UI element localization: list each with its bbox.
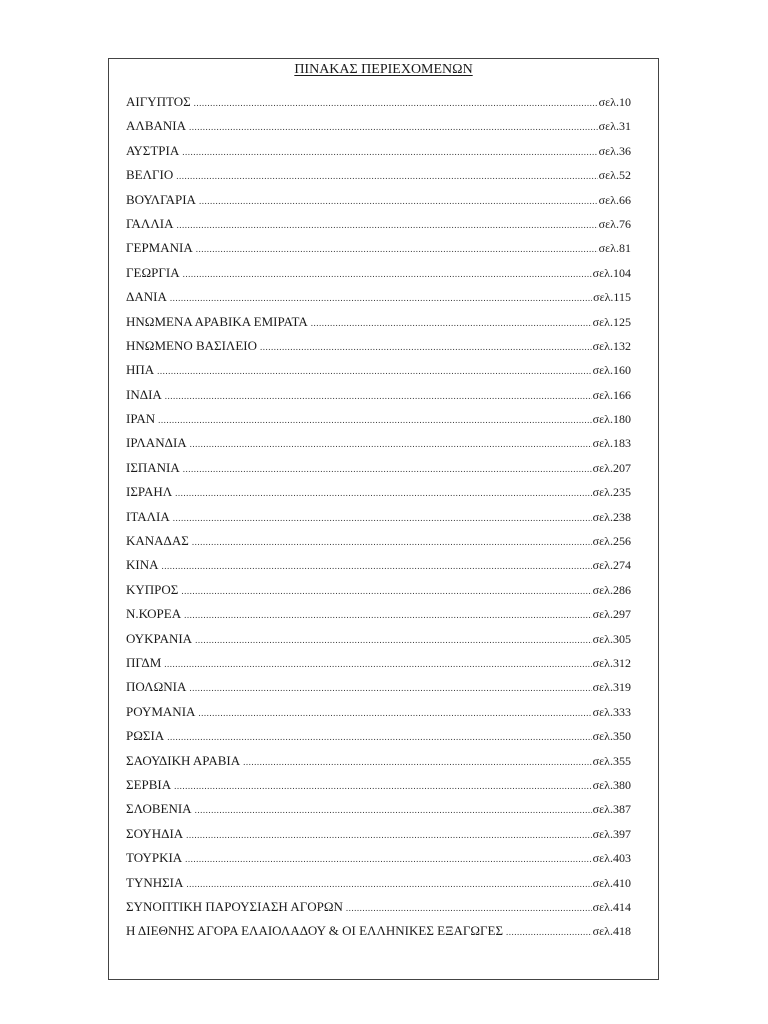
toc-entry-page-number: σελ.387	[592, 802, 631, 817]
dot-leader	[162, 561, 592, 571]
toc-entry[interactable]	[126, 192, 631, 216]
toc-entry-label: ΙΣΠΑΝΙΑ	[126, 459, 180, 475]
toc-entry-page-number: σελ.52	[598, 168, 631, 183]
toc-entry-page-number: σελ.312	[592, 655, 631, 670]
toc-entry-page-number: σελ.333	[592, 704, 631, 719]
toc-entry-page-number: σελ.403	[592, 851, 631, 866]
toc-entry-page-number: σελ.132	[592, 338, 631, 353]
toc-entry-label: ΣΑΟΥΔΙΚΗ ΑΡΑΒΙΑ	[126, 752, 241, 768]
toc-entry[interactable]	[126, 118, 631, 142]
toc-entry[interactable]	[126, 509, 631, 533]
toc-entry-label: ΡΟΥΜΑΝΙΑ	[126, 703, 196, 719]
toc-entry-label: ΤΥΝΗΣΙΑ	[126, 874, 184, 890]
dot-leader	[243, 757, 592, 767]
dot-leader	[311, 318, 592, 328]
dot-leader	[192, 537, 592, 547]
toc-entry[interactable]	[126, 143, 631, 167]
toc-entry-label: ΙΣΡΑΗΛ	[126, 484, 173, 500]
toc-entry[interactable]	[126, 777, 631, 801]
toc-entry-label: ΔΑΝΙΑ	[126, 289, 167, 305]
toc-entry-label: ΣΕΡΒΙΑ	[126, 776, 172, 792]
toc-entry[interactable]	[126, 240, 631, 264]
toc-entry-list	[126, 94, 631, 948]
toc-entry[interactable]	[126, 801, 631, 825]
toc-entry-page-number: σελ.166	[592, 387, 631, 402]
dot-leader	[173, 513, 592, 523]
toc-entry[interactable]	[126, 899, 631, 923]
table-of-contents	[108, 58, 659, 980]
toc-entry[interactable]	[126, 362, 631, 386]
toc-entry-page-number: σελ.286	[592, 582, 631, 597]
toc-entry-label: ΚΑΝΑΔΑΣ	[126, 533, 189, 549]
toc-entry[interactable]	[126, 289, 631, 313]
toc-entry-page-number: σελ.418	[592, 924, 631, 939]
toc-entry[interactable]	[126, 753, 631, 777]
toc-entry-label: ΗΠΑ	[126, 362, 155, 378]
toc-entry-page-number: σελ.183	[592, 436, 631, 451]
toc-entry-page-number: σελ.274	[592, 558, 631, 573]
toc-entry-label: ΑΥΣΤΡΙΑ	[126, 142, 180, 158]
toc-entry[interactable]	[126, 679, 631, 703]
toc-entry-page-number: σελ.380	[592, 777, 631, 792]
dot-leader	[175, 488, 592, 498]
dot-leader	[195, 635, 592, 645]
toc-entry-label: ΟΥΚΡΑΝΙΑ	[126, 630, 193, 646]
toc-entry[interactable]	[126, 826, 631, 850]
toc-entry-label: ΠΓΔΜ	[126, 654, 162, 670]
dot-leader	[157, 366, 592, 376]
toc-entry-page-number: σελ.160	[592, 363, 631, 378]
dot-leader	[184, 610, 592, 620]
toc-entry-page-number: σελ.397	[592, 826, 631, 841]
toc-entry-page-number: σελ.350	[592, 729, 631, 744]
toc-entry[interactable]	[126, 533, 631, 557]
dot-leader	[164, 659, 591, 669]
toc-entry[interactable]	[126, 411, 631, 435]
toc-entry-label: ΗΝΩΜΕΝΟ ΒΑΣΙΛΕΙΟ	[126, 337, 258, 353]
dot-leader	[185, 854, 592, 864]
toc-entry-label: ΙΤΑΛΙΑ	[126, 508, 170, 524]
toc-entry[interactable]	[126, 460, 631, 484]
dot-leader	[506, 927, 592, 937]
toc-entry-label: ΒΟΥΛΓΑΡΙΑ	[126, 191, 196, 207]
toc-entry-label: ΣΟΥΗΔΙΑ	[126, 825, 184, 841]
dot-leader	[198, 708, 591, 718]
toc-entry-page-number: σελ.319	[592, 680, 631, 695]
toc-entry-page-number: σελ.235	[592, 485, 631, 500]
toc-entry-page-number: σελ.66	[598, 192, 631, 207]
toc-entry-label: ΑΙΓΥΠΤΟΣ	[126, 94, 191, 109]
toc-entry-page-number: σελ.355	[592, 753, 631, 768]
toc-entry-label: ΚΥΠΡΟΣ	[126, 581, 179, 597]
dot-leader	[183, 464, 592, 474]
toc-entry-page-number: σελ.305	[592, 631, 631, 646]
toc-entry-label: ΒΕΛΓΙΟ	[126, 167, 174, 183]
dot-leader	[186, 830, 592, 840]
toc-entry-label: ΡΩΣΙΑ	[126, 728, 165, 744]
toc-entry[interactable]	[126, 655, 631, 679]
toc-entry[interactable]	[126, 94, 631, 118]
dot-leader	[189, 683, 591, 693]
toc-entry-label: ΓΕΡΜΑΝΙΑ	[126, 240, 193, 256]
toc-entry[interactable]	[126, 314, 631, 338]
toc-entry-label: ΑΛΒΑΝΙΑ	[126, 118, 186, 134]
dot-leader	[186, 879, 591, 889]
toc-entry-label: ΙΡΑΝ	[126, 411, 156, 427]
dot-leader	[181, 586, 591, 596]
toc-entry[interactable]	[126, 265, 631, 289]
toc-entry[interactable]	[126, 923, 631, 947]
dot-leader	[194, 98, 598, 108]
dot-leader	[196, 244, 598, 254]
dot-leader	[176, 220, 597, 230]
toc-entry-page-number: σελ.238	[592, 509, 631, 524]
dot-leader	[260, 342, 592, 352]
dot-leader	[174, 781, 592, 791]
toc-entry-page-number: σελ.31	[598, 119, 631, 134]
toc-entry[interactable]	[126, 850, 631, 874]
toc-entry[interactable]	[126, 582, 631, 606]
toc-entry-page-number: σελ.36	[598, 143, 631, 158]
toc-entry-label: Η ΔΙΕΘΝΗΣ ΑΓΟΡΑ ΕΛΑΙΟΛΑΔΟΥ & ΟΙ ΕΛΛΗΝΙΚΕΣ ΕΞΑΓΩΓΕΣ	[126, 923, 504, 939]
toc-entry-page-number: σελ.410	[592, 875, 631, 890]
toc-entry[interactable]	[126, 167, 631, 191]
toc-entry-page-number: σελ.180	[592, 412, 631, 427]
toc-entry[interactable]	[126, 704, 631, 728]
toc-entry-label: ΤΟΥΡΚΙΑ	[126, 850, 183, 866]
toc-entry[interactable]	[126, 557, 631, 581]
toc-entry[interactable]	[126, 484, 631, 508]
toc-entry-page-number: σελ.297	[592, 607, 631, 622]
dot-leader	[165, 391, 592, 401]
toc-entry-label: ΗΝΩΜΕΝΑ ΑΡΑΒΙΚΑ ΕΜΙΡΑΤΑ	[126, 313, 308, 329]
dot-leader	[176, 171, 597, 181]
toc-entry[interactable]	[126, 606, 631, 630]
dot-leader	[346, 903, 592, 913]
toc-entry-label: ΣΛΟΒΕΝΙΑ	[126, 801, 192, 817]
toc-entry-page-number: σελ.125	[592, 314, 631, 329]
toc-entry-page-number: σελ.207	[592, 460, 631, 475]
toc-entry[interactable]	[126, 875, 631, 899]
toc-entry-label: ΚΙΝΑ	[126, 557, 159, 573]
toc-entry[interactable]	[126, 216, 631, 240]
toc-entry-label: ΓΑΛΛΙΑ	[126, 215, 174, 231]
toc-entry-label: ΙΝΔΙΑ	[126, 386, 162, 402]
dot-leader	[167, 732, 591, 742]
toc-entry-label: ΣΥΝΟΠΤΙΚΗ ΠΑΡΟΥΣΙΑΣΗ ΑΓΟΡΩΝ	[126, 898, 343, 914]
dot-leader	[183, 269, 592, 279]
toc-entry-label: Ν.ΚΟΡΕΑ	[126, 606, 182, 622]
toc-entry-label: ΓΕΩΡΓΙΑ	[126, 264, 180, 280]
dot-leader	[182, 147, 597, 157]
toc-entry[interactable]	[126, 338, 631, 362]
toc-entry-page-number: σελ.10	[598, 95, 631, 109]
dot-leader	[190, 439, 592, 449]
toc-entry-page-number: σελ.76	[598, 216, 631, 231]
toc-entry-page-number: σελ.414	[592, 899, 631, 914]
toc-entry-page-number: σελ.256	[592, 534, 631, 549]
dot-leader	[195, 805, 592, 815]
toc-entry-page-number: σελ.104	[592, 265, 631, 280]
dot-leader	[158, 415, 592, 425]
toc-entry[interactable]	[126, 387, 631, 411]
page-title-text: ΠΙΝΑΚΑΣ ΠΕΡΙΕΧΟΜΕΝΩΝ	[294, 62, 473, 77]
toc-entry[interactable]	[126, 631, 631, 655]
toc-entry-page-number: σελ.115	[593, 290, 631, 305]
toc-entry[interactable]	[126, 728, 631, 752]
page-title	[109, 62, 658, 78]
dot-leader	[199, 196, 598, 206]
toc-entry-label: ΙΡΛΑΝΔΙΑ	[126, 435, 187, 451]
toc-entry[interactable]	[126, 435, 631, 459]
toc-entry-label: ΠΟΛΩΝΙΑ	[126, 679, 187, 695]
dot-leader	[170, 293, 592, 303]
toc-entry-page-number: σελ.81	[598, 241, 631, 256]
dot-leader	[189, 122, 598, 132]
